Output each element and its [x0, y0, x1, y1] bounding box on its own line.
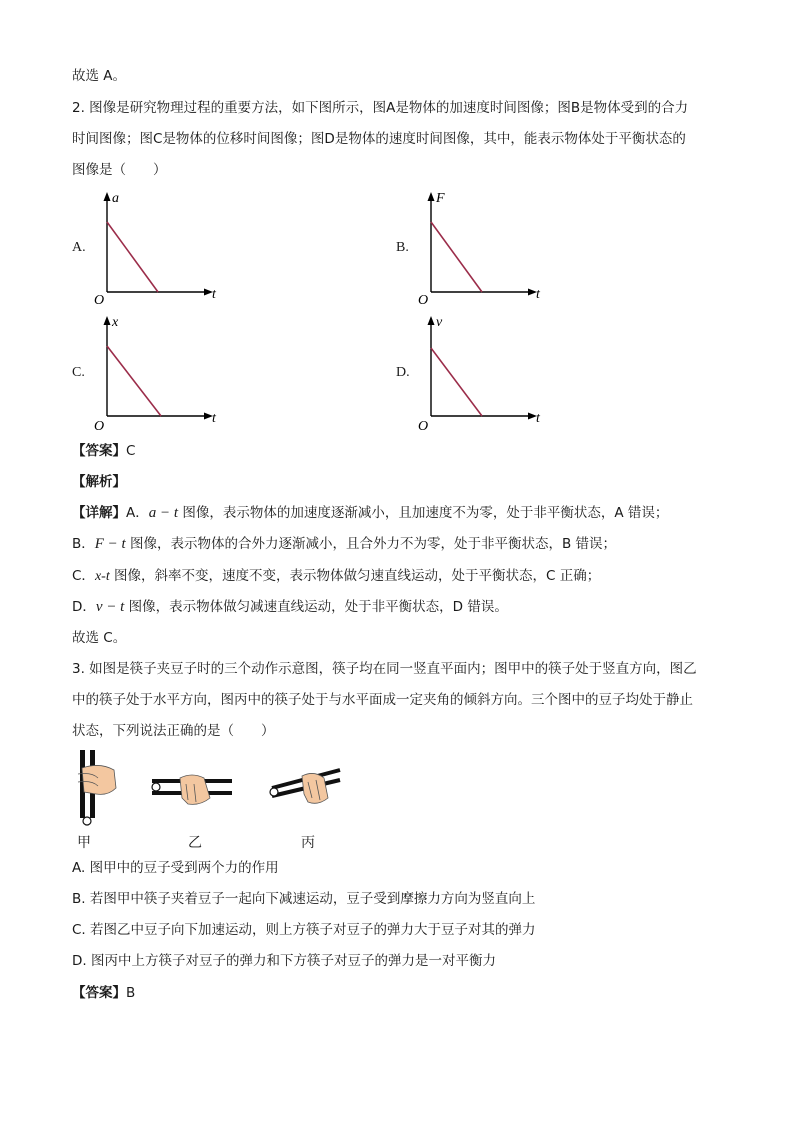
hand — [302, 773, 328, 803]
option-d: D. 图丙中上方筷子对豆子的弹力和下方筷子对豆子的弹力是一对平衡力 — [72, 953, 496, 969]
question-2-line-3: 图像是（ ） — [72, 162, 167, 178]
y-arrow — [104, 316, 111, 325]
bean — [270, 788, 278, 796]
detail-line-d — [72, 597, 508, 617]
question-3-line-1: 3. 如图是筷子夹豆子时的三个动作示意图，筷子均在同一竖直平面内；图甲中的筷子处于竖直方向，图乙 — [72, 661, 697, 677]
detail-line-b — [72, 534, 616, 554]
answer-line — [72, 441, 135, 461]
origin-label: O — [418, 419, 429, 432]
y-axis-label: F — [436, 191, 445, 206]
caption-jia: 甲 — [77, 835, 91, 851]
bean — [152, 783, 160, 791]
text-line: 故选 C。 — [72, 630, 127, 646]
option-a-label: A. — [72, 240, 86, 255]
y-axis-label: x — [112, 315, 119, 330]
x-axis-label: t — [212, 411, 216, 426]
graph-c — [88, 312, 228, 432]
detail-c-prefix: C． — [72, 568, 95, 584]
option-c-label: C. — [72, 365, 85, 380]
detail-a-text: 图像，表示物体的加速度逐渐减小，且加速度不为零，处于非平衡状态，A 错误； — [178, 505, 669, 521]
chopstick-figure-jia — [70, 748, 130, 828]
graph-a — [88, 188, 228, 308]
detail-tag: 【详解】 — [72, 505, 126, 521]
graph-b — [412, 188, 552, 308]
caption-yi: 乙 — [188, 835, 202, 851]
graph-line — [107, 222, 158, 292]
question-3-line-2: 中的筷子处于水平方向，图丙中的筷子处于与水平面成一定夹角的倾斜方向。三个图中的豆子均处于静止 — [72, 692, 693, 708]
detail-c-text: 图像，斜率不变，速度不变，表示物体做匀速直线运动，处于平衡状态，C 正确； — [109, 568, 601, 584]
caption-bing: 丙 — [301, 835, 315, 851]
y-axis-label: a — [112, 191, 119, 206]
question-2-line-1: 2. 图像是研究物理过程的重要方法，如下图所示，图A是物体的加速度时间图像；图B是物体受到的合力 — [72, 100, 689, 116]
y-arrow — [104, 192, 111, 201]
option-a: A. 图甲中的豆子受到两个力的作用 — [72, 860, 279, 876]
answer-2-value: B — [126, 985, 136, 1001]
detail-a-prefix: A． — [126, 505, 149, 521]
detail-a-math: a − t — [148, 505, 179, 521]
y-axis-label: v — [436, 315, 443, 330]
option-d-label: D. — [396, 365, 410, 380]
answer-2-tag: 【答案】 — [72, 985, 126, 1001]
chopstick-figure-bing — [266, 762, 346, 814]
detail-b-math: F − t — [94, 536, 126, 552]
text-line: 故选 A。 — [72, 68, 127, 84]
origin-label: O — [94, 293, 105, 308]
detail-b-prefix: B． — [72, 536, 95, 552]
graph-line — [431, 222, 482, 292]
y-arrow — [428, 316, 435, 325]
detail-line-c — [72, 566, 600, 587]
graph-d — [412, 312, 552, 432]
graph-line — [107, 346, 161, 416]
x-axis-label: t — [536, 411, 540, 426]
detail-c-math: x-t — [94, 569, 110, 584]
option-b: B. 若图甲中筷子夹着豆子一起向下减速运动，豆子受到摩擦力方向为竖直向上 — [72, 891, 536, 907]
option-b-label: B. — [396, 240, 409, 255]
origin-label: O — [418, 293, 429, 308]
question-2-line-2: 时间图像；图C是物体的位移时间图像；图D是物体的速度时间图像，其中，能表示物体处于平衡状态的 — [72, 131, 686, 147]
analysis-tag-text: 【解析】 — [72, 474, 126, 490]
x-axis-label: t — [536, 287, 540, 302]
x-axis-label: t — [212, 287, 216, 302]
detail-d-math: v − t — [95, 599, 125, 615]
detail-d-text: 图像，表示物体做匀减速直线运动，处于非平衡状态，D 错误。 — [124, 599, 508, 615]
graph-line — [431, 348, 482, 416]
answer-2-line — [72, 983, 135, 1003]
hand — [82, 765, 116, 794]
detail-d-prefix: D． — [72, 599, 96, 615]
bean — [83, 817, 91, 825]
question-3-line-3: 状态，下列说法正确的是（ ） — [72, 723, 275, 739]
detail-b-text: 图像，表示物体的合外力逐渐减小，且合外力不为零，处于非平衡状态，B 错误； — [125, 536, 617, 552]
origin-label: O — [94, 419, 105, 432]
answer-value: C — [126, 443, 136, 459]
y-arrow — [428, 192, 435, 201]
analysis-tag — [72, 472, 126, 492]
chopstick-figure-yi — [148, 770, 238, 810]
detail-line-a — [72, 503, 668, 523]
option-c: C. 若图乙中豆子向下加速运动，则上方筷子对豆子的弹力大于豆子对其的弹力 — [72, 922, 536, 938]
answer-tag: 【答案】 — [72, 443, 126, 459]
